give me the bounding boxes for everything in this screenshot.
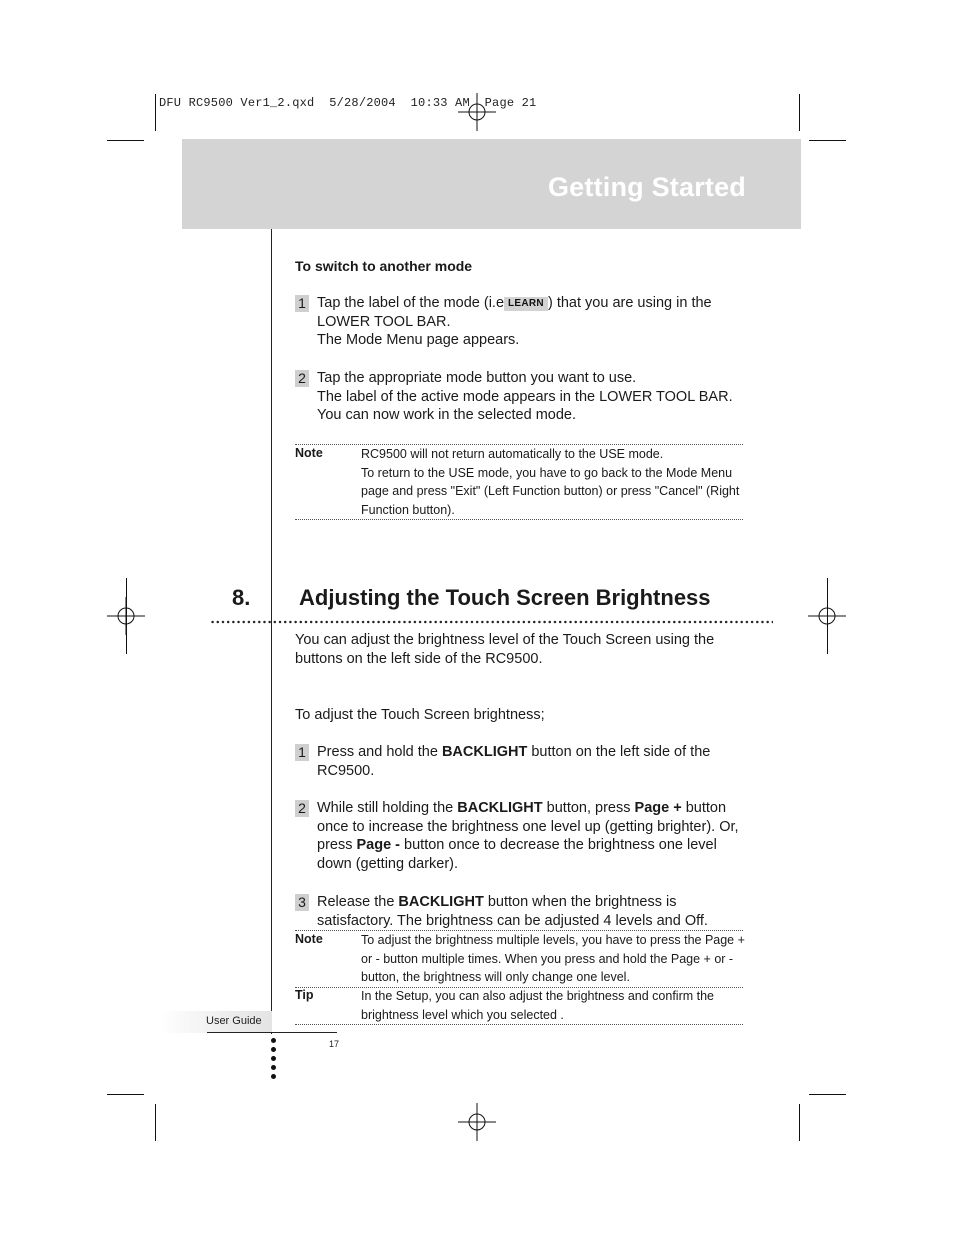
section-lead: To adjust the Touch Screen brightness;: [295, 707, 545, 723]
step-text-part: Press and hold the: [317, 744, 442, 760]
crop-mark: [126, 578, 127, 654]
step-text-part: Tap the appropriate mode button you want to use.: [317, 370, 637, 386]
crop-mark: [155, 1104, 156, 1141]
crop-mark: [799, 1104, 800, 1141]
footer-dot: [271, 1047, 276, 1052]
page-plus-button-ref: Page +: [634, 800, 682, 816]
page-minus-button-ref: Page -: [356, 837, 401, 854]
note-line: RC9500 will not return automatically to the USE mode.: [361, 447, 664, 461]
note-label: Note: [295, 932, 323, 946]
tip-divider: [295, 1024, 743, 1025]
chapter-banner: [182, 139, 801, 229]
crop-mark: [827, 578, 828, 654]
note-text: [361, 445, 746, 520]
step-text-part: button, press: [542, 800, 635, 816]
crop-mark: [809, 140, 846, 141]
crop-mark: [107, 1094, 144, 1095]
section-intro: You can adjust the brightness level of the Touch Screen using the buttons on the left side of the RC9500.: [295, 632, 715, 667]
step-text-part: The Mode Menu page appears.: [317, 332, 520, 349]
crop-mark: [799, 94, 800, 131]
page-number: 17: [329, 1039, 340, 1049]
step-text-part: The label of the active mode appears in the LOWER TOOL BAR. You can now work in the selected mode.: [317, 388, 733, 424]
note-divider: [295, 519, 743, 520]
step-text: [317, 369, 747, 425]
section-divider: [210, 620, 773, 624]
crop-mark: [809, 1094, 846, 1095]
note-text: To adjust the brightness multiple levels, you have to press the Page + or - button multiple times. When you press and hold the Page + or - button, the brightness will only change one level.: [361, 933, 745, 985]
crop-mark: [107, 140, 144, 141]
step-text: [317, 743, 747, 780]
backlight-button-ref: BACKLIGHT: [441, 744, 528, 760]
step-number: 1: [295, 744, 309, 761]
registration-mark-icon: [458, 93, 496, 131]
crop-mark: [155, 94, 156, 131]
footer-dot: [271, 1038, 276, 1043]
backlight-button-ref: BACKLIGHT: [398, 894, 484, 910]
note-line: To return to the USE mode, you have to go back to the Mode Menu page and press "Exit" (Left Function button) or press "Cancel" (Right Function button).: [361, 465, 740, 518]
print-header: DFU RC9500 Ver1_2.qxd 5/28/2004 10:33 AM Page 21: [159, 96, 537, 110]
tip-label: Tip: [295, 988, 314, 1002]
learn-mode-badge: LEARN: [504, 297, 548, 311]
step-text-part: Tap the label of the mode (i.e: [317, 295, 505, 311]
step-text-part: button on the left side of the RC9500.: [317, 744, 711, 779]
step-number: 3: [295, 894, 309, 911]
step-text-part: Release the: [317, 894, 399, 910]
registration-mark-icon: [458, 1103, 496, 1141]
step-text: [317, 893, 747, 930]
section-title: Adjusting the Touch Screen Brightness: [299, 585, 711, 610]
note-label: Note: [295, 446, 323, 460]
footer-rule: [207, 1032, 337, 1033]
step-text: [317, 294, 747, 350]
step-text-part: ) that you are using in the LOWER TOOL BAR.: [317, 295, 712, 330]
footer-dot: [271, 1056, 276, 1061]
step-number: 1: [295, 295, 309, 312]
footer-dot: [271, 1074, 276, 1079]
section-number: 8.: [232, 585, 251, 610]
step-text: [317, 799, 747, 874]
step-number: 2: [295, 370, 309, 387]
chapter-title: Getting Started: [547, 172, 746, 202]
margin-rule: [271, 229, 272, 1034]
step-text-part: button once to decrease the brightness one level down (getting darker).: [317, 837, 717, 873]
step-number: 2: [295, 800, 309, 817]
step-text-part: button when the brightness is satisfactory. The brightness can be adjusted 4 levels and Off.: [317, 894, 708, 929]
footer-dot: [271, 1065, 276, 1070]
tip-text: In the Setup, you can also adjust the brightness and confirm the brightness level which you selected .: [361, 989, 714, 1022]
switch-mode-heading: To switch to another mode: [295, 258, 473, 274]
backlight-button-ref: BACKLIGHT: [457, 800, 543, 816]
footer-label: User Guide: [206, 1015, 262, 1027]
step-text-part: While still holding the: [317, 800, 458, 816]
step-text-part: button once to increase the brightness one level up (getting brighter). Or, press: [317, 800, 739, 854]
